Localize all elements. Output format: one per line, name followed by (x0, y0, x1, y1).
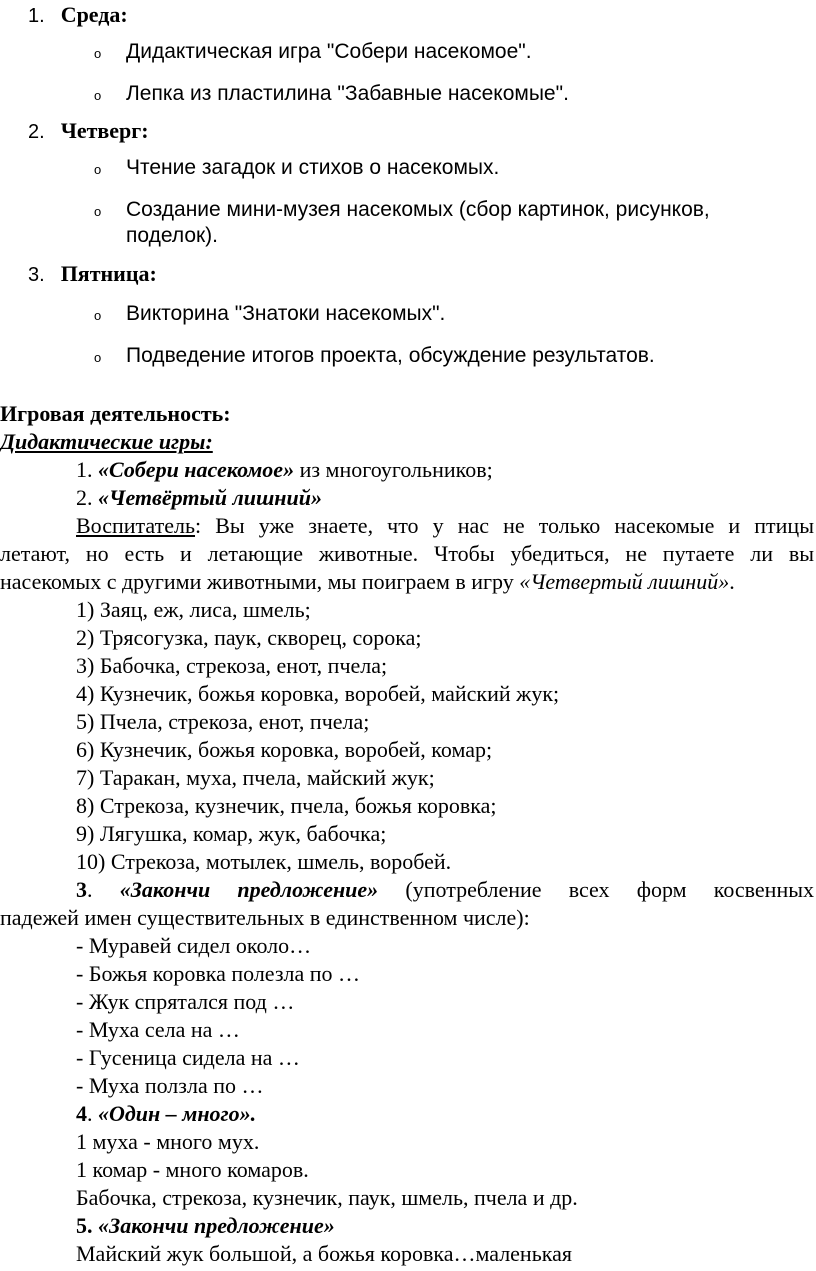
game-title: «Четвёртый лишний» (98, 485, 322, 510)
example-line: 1 муха - много мух. (76, 1129, 260, 1154)
game-description: (употребление всех форм косвенных (405, 877, 815, 902)
game-title: «Один – много». (98, 1101, 257, 1126)
schedule-item-text: Подведение итогов проекта, обсуждение результатов. (126, 344, 655, 367)
list-item: 3) Бабочка, стрекоза, енот, пчела; (76, 653, 388, 678)
schedule-item (94, 40, 101, 68)
list-item: 5) Пчела, стрекоза, енот, пчела; (76, 709, 370, 734)
teacher-line-3 (0, 568, 735, 596)
schedule-item (94, 302, 101, 330)
schedule-item-text-continued: поделок). (126, 224, 219, 247)
punctuation: . (87, 1101, 93, 1126)
example-line: 1 комар - много комаров. (76, 1157, 309, 1182)
schedule-day-1 (28, 1, 128, 30)
list-item: 8) Стрекоза, кузнечик, пчела, божья коровка; (76, 793, 497, 818)
day-number: 1. (28, 5, 45, 27)
schedule-item-text: Лепка из пластилина "Забавные насекомые". (126, 82, 569, 105)
example-line: Майский жук большой, а божья коровка…маленькая (76, 1241, 572, 1266)
game-3 (76, 876, 814, 904)
game-number: 4 (76, 1101, 87, 1126)
game-1 (76, 456, 493, 484)
day-title: Пятница: (60, 261, 157, 286)
schedule-item (94, 344, 101, 372)
game-number: 3 (76, 877, 87, 902)
punctuation: . (87, 877, 93, 902)
teacher-label: Воспитатель (76, 513, 196, 538)
game-5 (76, 1212, 335, 1240)
game-description: из многоугольников; (299, 457, 493, 482)
list-item: 2) Трясогузка, паук, скворец, сорока; (76, 625, 422, 650)
schedule-item-text: Создание мини-музея насекомых (сбор картинок, рисунков, (126, 198, 710, 221)
bullet-icon: o (94, 162, 102, 177)
game-4 (76, 1100, 256, 1128)
sentence-item: - Гусеница сидела на … (76, 1045, 300, 1070)
bullet-icon: o (94, 350, 102, 365)
sentence-item: - Жук спрятался под … (76, 989, 295, 1014)
bullet-icon: o (94, 46, 102, 61)
list-item: 9) Лягушка, комар, жук, бабочка; (76, 821, 387, 846)
sentence-item: - Муравей сидел около… (76, 933, 312, 958)
list-item: 1) Заяц, еж, лиса, шмель; (76, 597, 311, 622)
day-title: Четверг: (60, 118, 149, 143)
game-number: 5. (76, 1213, 93, 1238)
punctuation: . (729, 569, 735, 594)
schedule-item-text: Викторина "Знатоки насекомых". (126, 302, 446, 325)
schedule-item (94, 82, 101, 110)
teacher-text: насекомых с другими животными, мы поиграем в игру (0, 569, 514, 594)
section-heading: Игровая деятельность: (0, 401, 231, 426)
schedule-item-text: Дидактическая игра "Собери насекомое". (126, 40, 532, 63)
list-item: 7) Таракан, муха, пчела, майский жук; (76, 765, 435, 790)
sentence-item: - Муха ползла по … (76, 1073, 264, 1098)
schedule-item (94, 156, 101, 184)
game-title: «Закончи предложение» (98, 1213, 335, 1238)
game-title: «Закончи предложение» (119, 877, 379, 902)
list-item: 10) Стрекоза, мотылек, шмель, воробей. (76, 849, 452, 874)
bullet-icon: o (94, 88, 102, 103)
schedule-item-text: Чтение загадок и стихов о насекомых. (126, 156, 500, 179)
schedule-day-2 (28, 117, 149, 146)
day-number: 2. (28, 121, 45, 143)
game-number: 2. (76, 485, 93, 510)
teacher-line-1 (76, 512, 814, 540)
teacher-line-2: летают, но есть и летающие животные. Чтобы убедиться, не путаете ли вы (0, 541, 814, 566)
schedule-day-3 (28, 260, 157, 289)
example-line: Бабочка, стрекоза, кузнечик, паук, шмель, пчела и др. (76, 1185, 578, 1210)
schedule-item (94, 198, 101, 226)
sentence-item: - Муха села на … (76, 1017, 240, 1042)
section-subheading: Дидактические игры: (0, 429, 213, 454)
game-number: 1. (76, 457, 93, 482)
bullet-icon: o (94, 204, 102, 219)
game-title: «Собери насекомое» (98, 457, 295, 482)
list-item: 4) Кузнечик, божья коровка, воробей, майский жук; (76, 681, 560, 706)
game-3-description: падежей имен существительных в единственном числе): (0, 905, 530, 930)
day-title: Среда: (60, 2, 128, 27)
bullet-icon: o (94, 308, 102, 323)
teacher-text: : Вы уже знаете, что у нас не только насекомые и птицы (195, 513, 814, 538)
game-2 (76, 484, 322, 512)
game-title: «Четвертый лишний» (519, 569, 730, 594)
day-number: 3. (28, 264, 45, 286)
list-item: 6) Кузнечик, божья коровка, воробей, комар; (76, 737, 493, 762)
sentence-item: - Божья коровка полезла по … (76, 961, 361, 986)
